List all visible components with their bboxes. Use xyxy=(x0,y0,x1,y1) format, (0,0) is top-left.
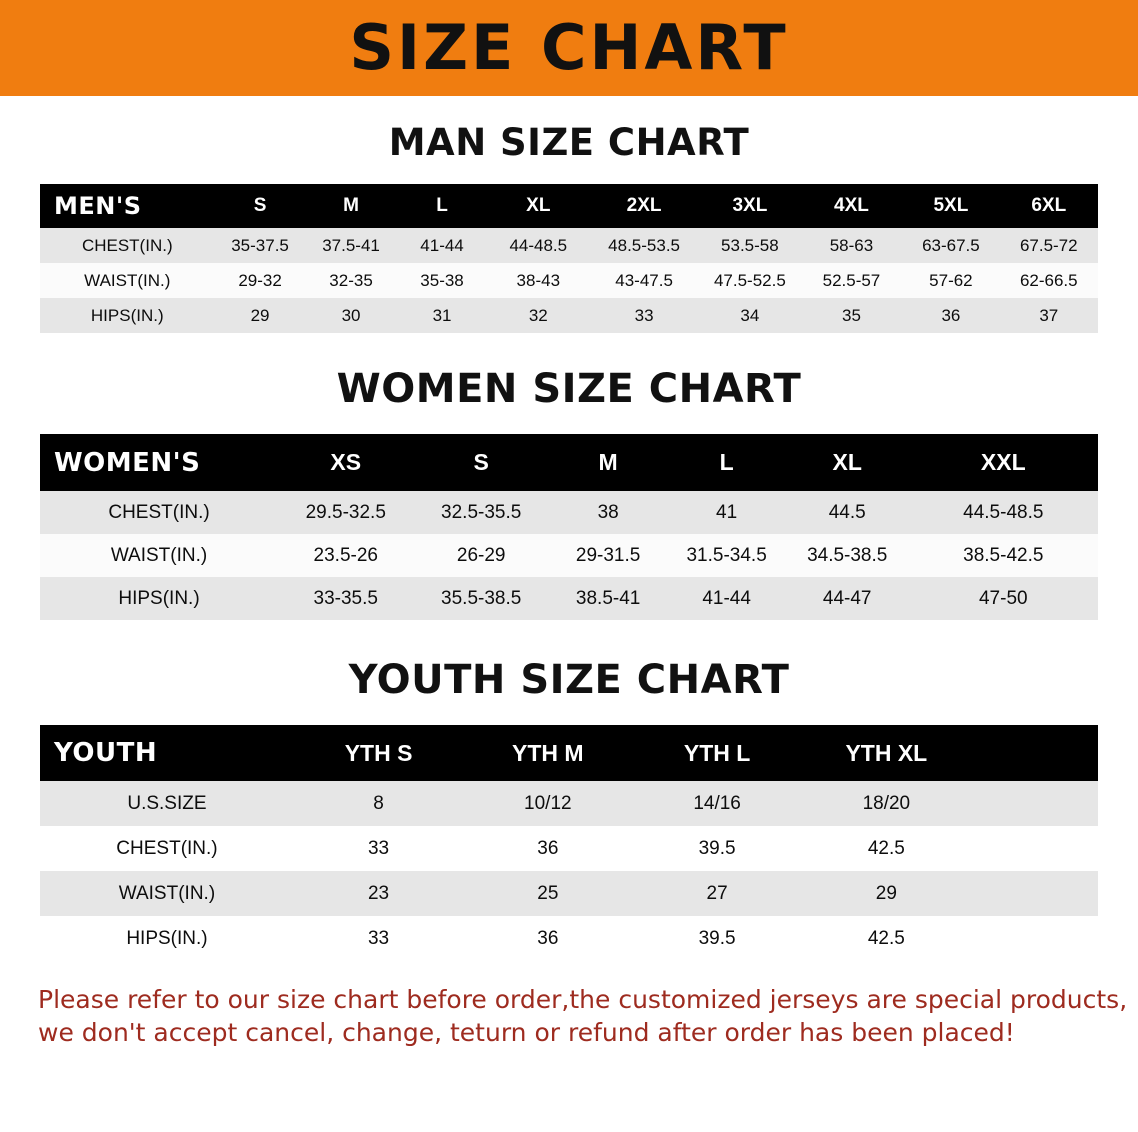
table-cell: 35-37.5 xyxy=(215,228,306,263)
table-cell: 34.5-38.5 xyxy=(786,534,909,577)
youth-row-label-chest: CHEST(IN.) xyxy=(40,826,294,871)
women-size-table xyxy=(40,434,1098,620)
table-cell: 10/12 xyxy=(463,781,632,826)
table-cell: 44.5-48.5 xyxy=(909,491,1098,534)
table-cell: 38 xyxy=(549,491,667,534)
banner xyxy=(0,0,1138,96)
policy-note-line-2: we don't accept cancel, change, teturn or refund after order has been placed! xyxy=(38,1018,1015,1047)
table-cell: 44-47 xyxy=(786,577,909,620)
table-cell: 41 xyxy=(667,491,785,534)
table-row xyxy=(40,871,1098,916)
men-table-header xyxy=(40,184,1098,228)
men-header-m: M xyxy=(306,184,397,228)
women-row-label-hips: HIPS(IN.) xyxy=(40,577,278,620)
women-section-heading: WOMEN SIZE CHART xyxy=(336,366,802,412)
table-cell: 25 xyxy=(463,871,632,916)
women-table-body xyxy=(40,491,1098,620)
table-cell-spacer xyxy=(971,871,1098,916)
table-cell: 44.5 xyxy=(786,491,909,534)
youth-header-label: YOUTH xyxy=(40,725,294,781)
men-header-3xl: 3XL xyxy=(699,184,801,228)
table-row xyxy=(40,781,1098,826)
women-table-header xyxy=(40,434,1098,491)
table-cell: 35-38 xyxy=(397,263,488,298)
table-cell: 30 xyxy=(306,298,397,333)
men-header-4xl: 4XL xyxy=(801,184,903,228)
youth-size-table xyxy=(40,725,1098,961)
men-row-label-hips: HIPS(IN.) xyxy=(40,298,215,333)
table-cell: 57-62 xyxy=(902,263,999,298)
men-row-label-chest: CHEST(IN.) xyxy=(40,228,215,263)
table-cell: 35.5-38.5 xyxy=(413,577,548,620)
men-header-s: S xyxy=(215,184,306,228)
table-cell: 35 xyxy=(801,298,903,333)
policy-note-line-1: Please refer to our size chart before order,the customized jerseys are special products, xyxy=(38,985,1128,1014)
men-table-body xyxy=(40,228,1098,333)
table-cell: 27 xyxy=(632,871,801,916)
table-cell: 33 xyxy=(294,916,463,961)
women-table-wrap xyxy=(0,434,1138,620)
youth-row-label-waist: WAIST(IN.) xyxy=(40,871,294,916)
table-cell: 36 xyxy=(463,826,632,871)
table-cell: 58-63 xyxy=(801,228,903,263)
table-cell: 18/20 xyxy=(802,781,971,826)
table-cell: 67.5-72 xyxy=(1000,228,1098,263)
table-cell: 62-66.5 xyxy=(1000,263,1098,298)
table-cell: 34 xyxy=(699,298,801,333)
table-cell: 23.5-26 xyxy=(278,534,413,577)
table-cell: 8 xyxy=(294,781,463,826)
youth-table-body xyxy=(40,781,1098,961)
table-row xyxy=(40,491,1098,534)
men-header-label: MEN'S xyxy=(40,184,215,228)
table-cell: 47-50 xyxy=(909,577,1098,620)
table-cell: 32-35 xyxy=(306,263,397,298)
youth-header-m: YTH M xyxy=(463,725,632,781)
men-header-2xl: 2XL xyxy=(589,184,699,228)
youth-table-wrap xyxy=(0,725,1138,961)
table-cell: 44-48.5 xyxy=(488,228,590,263)
table-cell: 41-44 xyxy=(667,577,785,620)
men-header-xl: XL xyxy=(488,184,590,228)
table-header-row xyxy=(40,184,1098,228)
table-cell: 14/16 xyxy=(632,781,801,826)
men-row-label-waist: WAIST(IN.) xyxy=(40,263,215,298)
table-cell: 38.5-42.5 xyxy=(909,534,1098,577)
policy-note xyxy=(38,983,1128,1049)
table-cell: 33-35.5 xyxy=(278,577,413,620)
table-row xyxy=(40,916,1098,961)
table-cell: 42.5 xyxy=(802,916,971,961)
table-row xyxy=(40,826,1098,871)
table-cell: 63-67.5 xyxy=(902,228,999,263)
table-cell: 38-43 xyxy=(488,263,590,298)
men-header-l: L xyxy=(397,184,488,228)
table-row xyxy=(40,298,1098,333)
table-header-row xyxy=(40,725,1098,781)
table-cell-spacer xyxy=(971,781,1098,826)
women-header-label: WOMEN'S xyxy=(40,434,278,491)
table-row xyxy=(40,228,1098,263)
table-row xyxy=(40,534,1098,577)
women-header-xxl: XXL xyxy=(909,434,1098,491)
table-row xyxy=(40,263,1098,298)
women-header-m: M xyxy=(549,434,667,491)
table-cell: 37 xyxy=(1000,298,1098,333)
table-cell: 37.5-41 xyxy=(306,228,397,263)
table-cell: 29 xyxy=(215,298,306,333)
men-header-5xl: 5XL xyxy=(902,184,999,228)
table-cell: 36 xyxy=(902,298,999,333)
men-size-table xyxy=(40,184,1098,333)
table-cell: 29-31.5 xyxy=(549,534,667,577)
table-cell: 33 xyxy=(294,826,463,871)
youth-header-xl: YTH XL xyxy=(802,725,971,781)
youth-table-header xyxy=(40,725,1098,781)
table-cell: 52.5-57 xyxy=(801,263,903,298)
table-cell: 29-32 xyxy=(215,263,306,298)
women-header-xs: XS xyxy=(278,434,413,491)
man-section-heading: MAN SIZE CHART xyxy=(388,121,750,164)
table-cell: 38.5-41 xyxy=(549,577,667,620)
table-cell: 42.5 xyxy=(802,826,971,871)
table-row xyxy=(40,577,1098,620)
women-header-s: S xyxy=(413,434,548,491)
table-cell: 47.5-52.5 xyxy=(699,263,801,298)
youth-section-heading: YOUTH SIZE CHART xyxy=(348,657,790,703)
table-cell: 31.5-34.5 xyxy=(667,534,785,577)
table-cell: 32.5-35.5 xyxy=(413,491,548,534)
table-cell: 26-29 xyxy=(413,534,548,577)
women-header-xl: XL xyxy=(786,434,909,491)
table-cell: 39.5 xyxy=(632,916,801,961)
youth-header-spacer xyxy=(971,725,1098,781)
table-cell: 43-47.5 xyxy=(589,263,699,298)
women-row-label-waist: WAIST(IN.) xyxy=(40,534,278,577)
table-header-row xyxy=(40,434,1098,491)
table-cell: 41-44 xyxy=(397,228,488,263)
women-row-label-chest: CHEST(IN.) xyxy=(40,491,278,534)
table-cell: 39.5 xyxy=(632,826,801,871)
table-cell: 48.5-53.5 xyxy=(589,228,699,263)
table-cell: 33 xyxy=(589,298,699,333)
men-header-6xl: 6XL xyxy=(1000,184,1098,228)
table-cell: 31 xyxy=(397,298,488,333)
youth-row-label-ussize: U.S.SIZE xyxy=(40,781,294,826)
table-cell: 53.5-58 xyxy=(699,228,801,263)
table-cell: 23 xyxy=(294,871,463,916)
man-table-wrap xyxy=(0,184,1138,333)
table-cell: 32 xyxy=(488,298,590,333)
youth-row-label-hips: HIPS(IN.) xyxy=(40,916,294,961)
women-header-l: L xyxy=(667,434,785,491)
youth-header-l: YTH L xyxy=(632,725,801,781)
youth-header-s: YTH S xyxy=(294,725,463,781)
banner-title: SIZE CHART xyxy=(349,11,789,84)
table-cell: 29.5-32.5 xyxy=(278,491,413,534)
table-cell-spacer xyxy=(971,916,1098,961)
table-cell: 29 xyxy=(802,871,971,916)
table-cell-spacer xyxy=(971,826,1098,871)
table-cell: 36 xyxy=(463,916,632,961)
